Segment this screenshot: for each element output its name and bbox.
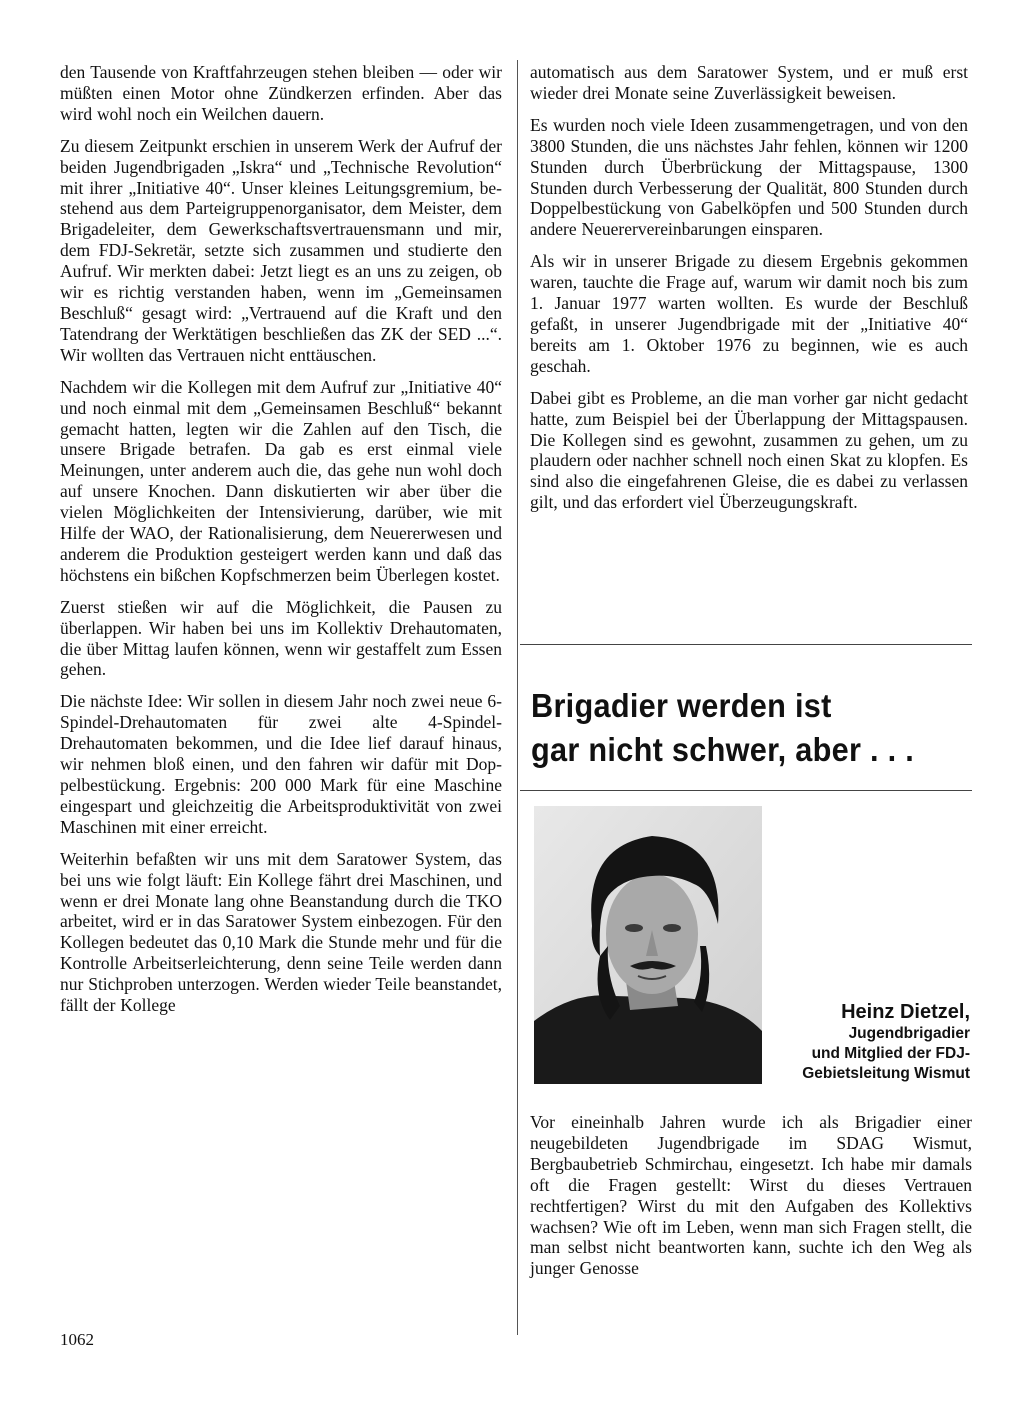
photo-caption <box>770 1000 970 1084</box>
paragraph: Als wir in unserer Brigade zu diesem Ergebnis gekommen waren, tauchte die Frage auf, warum wir damit noch bis zum 1. Januar 1977 warten wollten. Es wurde der Beschluß gefaßt, in unserer Jugendbrigade mit der „Initiative 40“ bereits am 1. Oktober 1976 zu beginnen, wie es auch geschah. <box>530 251 968 376</box>
paragraph: Die nächste Idee: Wir sollen in diesem Jahr noch zwei neue 6-Spindel-Drehautomaten für zwei alte 4-Spindel-Drehautomaten bekommen, und die Idee lief darauf hinaus, wir nehmen bloß einen, und den fahren wir dafür mit Doppelbestückung. Ergebnis: 200 000 Mark für eine Maschine eingespart und gleichzeitig die Arbeitsproduktivität von zwei Maschinen mit einer erreicht. <box>60 691 502 837</box>
caption-role: Jugendbrigadier <box>848 1025 970 1042</box>
paragraph: Zu diesem Zeitpunkt erschien in unserem Werk der Aufruf der beiden Jugendbrigaden „Iskra“ und „Technische Revolution“ mit ihrer „Initiative 40“. Unser kleines Leitungsgremium, bestehend aus dem Parteigruppenorganisator, dem Meister, dem Brigadeleiter, dem Gewerkschaftsvertrauensmann und mir, dem FDJ-Sekretär, setzte sich zusammen und studierte den Aufruf. Wir merkten dabei: Jetzt liegt es an uns zu zeigen, ob wir es richtig verstanden haben, wenn im „Gemeinsamen Beschluß“ gesagt wird: „Vertrauend auf die Kraft und den Tatendrang der Werktätigen beschließen das ZK der SED ...“. Wir wollten das Vertrauen nicht enttäuschen. <box>60 135 502 365</box>
paragraph: automatisch aus dem Saratower System, und er muß erst wieder drei Monate seine Zuverlässigkeit beweisen. <box>530 62 968 103</box>
paragraph: den Tausende von Kraftfahrzeugen stehen bleiben — oder wir müßten einen Motor ohne Zündkerzen erfinden. Aber das wird wohl noch ein Weilchen dauern. <box>60 62 502 124</box>
right-column <box>530 62 968 524</box>
headline-line: gar nicht schwer, aber . . . <box>531 731 915 768</box>
caption-role: und Mitglied der FDJ- <box>811 1045 970 1062</box>
headline-line: Brigadier werden ist <box>531 687 832 724</box>
paragraph: Nachdem wir die Kollegen mit dem Aufruf zur „Initiative 40“ und noch einmal mit dem „Gemeinsamen Beschluß“ bekannt gemacht hatten, legten wir die Zahlen auf den Tisch, die unsere Brigade betrafen. Da gab es erst einmal viele Meinungen, unter anderem auch die, das gehe nun wohl doch auf unsere Knochen. Dann diskutierten wir aber über die vielen Möglichkeiten der Intensivierung, darüber, wie mit Hilfe der WAO, der Rationalisierung, dem Neuererwesen und anderem die Produktion gesteigert werden kann und daß das höchstens ein bißchen Kopfschmerzen beim Überlegen kostet. <box>60 376 502 585</box>
headline-rule <box>520 790 972 791</box>
page-number: 1062 <box>60 1330 94 1349</box>
paragraph: Dabei gibt es Probleme, an die man vorher gar nicht gedacht hatte, zum Beispiel bei der Überlappung der Mittagspausen. Die Kollegen sind es gewohnt, zusammen zu gehen, um zu plaudern oder nachher schnell noch einen Skat zu klopfen. Es sind also die eingefahrenen Gleise, die es dabei zu verlassen gilt, und das erfordert viel Überzeugungskraft. <box>530 387 968 513</box>
caption-name: Heinz Dietzel, <box>841 1001 970 1023</box>
section-rule <box>520 644 972 645</box>
paragraph: Es wurden noch viele Ideen zusammengetragen, und von den 3800 Stunden, die uns nächstes Jahr fehlen, können wir 1200 Stunden durch Überbrückung der Mittagspause, 1300 Stunden durch Verbesserung der Qualität, 800 Stunden durch Doppelbestückung von Gabelköpfen und 500 Stunden durch andere Neuerervereinbarungen einsparen. <box>530 114 968 240</box>
paragraph: Zuerst stießen wir auf die Möglichkeit, die Pausen zu überlappen. Wir haben bei uns im Kollektiv Drehautomaten, die über Mittag laufen können, wenn wir gestaffelt zum Essen gehen. <box>60 596 502 680</box>
portrait-photo <box>534 806 762 1084</box>
article-headline <box>531 684 940 772</box>
paragraph: Weiterhin befaßten wir uns mit dem Saratower System, das bei uns wie folgt läuft: Ein Kollege fährt drei Maschinen, und wenn er drei Monate lang ohne Beanstandung durch die TKO arbeitet, wird er in das Saratower System einbezogen. Für den Kollegen bedeutet das 0,10 Mark die Stunde mehr und für die Kontrolle Arbeitserleichterung, denn seine Teile werden dann nur Stichproben unterzogen. Werden wieder Teile beanstandet, fällt der Kollege <box>60 848 502 1016</box>
caption-role: Gebietsleitung Wismut <box>802 1065 970 1082</box>
article-body <box>530 1112 972 1290</box>
left-column <box>60 62 502 1027</box>
column-divider <box>517 60 518 1335</box>
paragraph: Vor eineinhalb Jahren wurde ich als Brigadier einer neugebildeten Jugendbrigade im SDAG Wismut, Bergbaubetrieb Schmirchau, eingesetzt. Ich habe mir damals oft die Fragen gestellt: Wirst du dieses Vertrauen rechtfertigen? Wirst du mit den Aufgaben des Kollektivs wachsen? Wie oft im Leben, wenn man sich Fragen stellt, die man selbst nicht beantworten kann, suchte ich den Weg als junger Genosse <box>530 1112 972 1279</box>
